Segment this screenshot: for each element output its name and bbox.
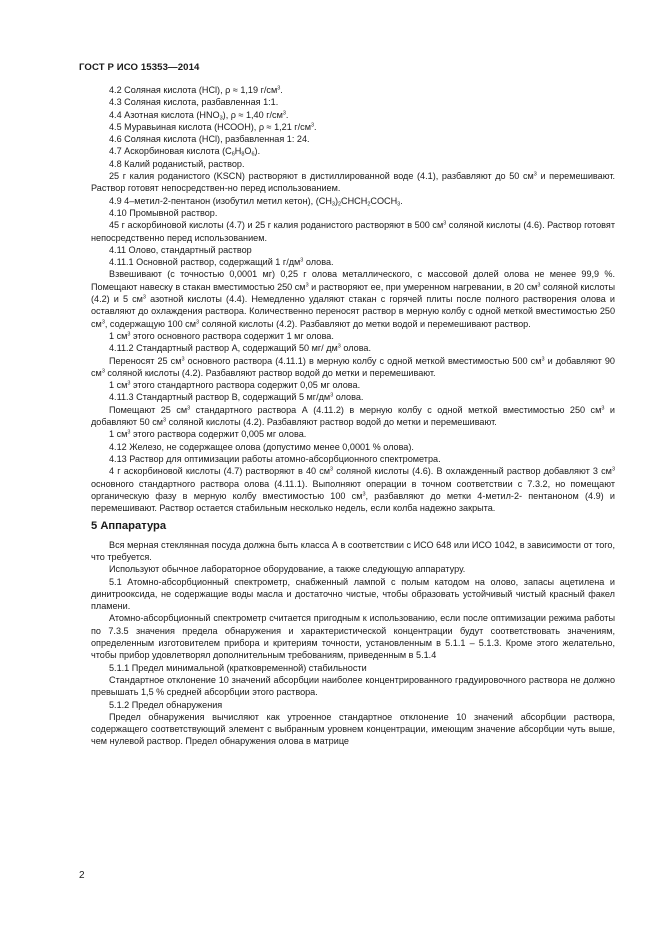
paragraph-4-9: 4.9 4–метил-2-пентанон (изобутил метил кетон), $(CH_3)_2CHCH_2COCH_3$. <box>109 195 403 208</box>
paragraph-4-8: 4.8 Калий роданистый, раствор. <box>109 158 245 169</box>
paragraph-4-11-1: 4.11.1 Основной раствор, содержащий 1 $г/дм^3$ олова. <box>109 257 334 268</box>
paragraph-4-10: 4.10 Промывной раствор. <box>109 207 218 218</box>
paragraph-4-4: 4.4 Азотная кислота $(HNO_3)$, ρ ≈ 1,40 $г/см^3$. <box>109 109 289 122</box>
paragraph-5-1-2-text: Предел обнаружения вычисляют как утроенное стандартное отклонение 10 значений абсорбции раствора, содержащего соответствующий элемент с выбранным уровнем концентрации, имеющим значение абсорбции чуть выше, чем нулевой раствор. Предел обнаружения олова в матрице <box>91 711 615 747</box>
section-5-title: 5 Аппаратура <box>91 520 167 533</box>
document-header: ГОСТ Р ИСО 15353—2014 <box>79 62 200 73</box>
paragraph-5-1-1: 5.1.1 Предел минимальной (кратковременной) стабильности <box>109 662 367 673</box>
paragraph-5-1: 5.1 Атомно-абсорбционный спектрометр, снабженный лампой с полым катодом на олово, запасы ацетилена и динитрооксида, не содержащие воды масла и достаточно чистые, чтобы образовать устойчивый чистый красный факел пламени. <box>91 576 615 612</box>
paragraph-4-7: 4.7 Аскорбиновая кислота $(С_6Н_8О_6)$. <box>109 146 261 158</box>
paragraph-5-1-suitability: Атомно-абсорбционный спектрометр считается пригодным к использованию, если после оптимизации режима работы по 7.3.5 значения предела обнаружения и характеристической концентрации будут соответствовать значениям, определенным изготовителем прибора и критериям точности, установленным в 5.1.1 – 5.1.3. Кроме этого желательно, чтобы прибор удовлетворял дополнительным требованиям, приведенным в 5.1.4 <box>91 613 615 661</box>
paragraph-4-3: 4.3 Соляная кислота, разбавленная 1:1. <box>109 97 279 108</box>
page-number: 2 <box>79 870 85 881</box>
paragraph-4-11-1-text: Взвешивают (с точностью 0,0001 мг) 0,25 г олова металлического, с массовой долей олова не менее 99,9 %. Помещают навеску в стакан вместимостью 250 $см^3$ и растворяют ее, при умеренном нагревании, в 20 $см^3$ соляной кислоты (4.2) и 5 $см^3$ азотной кислоты (4.4). Немедленно удаляют стакан с горячей плиты после полного растворения олова и оставляют до охлаждения раствора. Количественно переносят раствор в мерную колбу с одной меткой вместимостью 250 $см^3$, содержащую 100 $см^3$ соляной кислоты (4.2). Разбавляют до метки водой и перемешивают раствор. <box>91 269 616 329</box>
paragraph-4-11-2: 4.11.2 Стандартный раствор А, содержащий 50 мг/ $дм^3$ олова. <box>109 343 372 354</box>
paragraph-4-8-text: 25 г калия роданистого (KSCN) растворяют в дистиллированной воде (4.1), разбавляют до 50 $см^3$ и перемешивают. Раствор готовят непосредствен-но перед использованием. <box>91 171 616 194</box>
paragraph-4-11-3-concentration: 1 $см^3$ этого раствора содержит 0,005 мг олова. <box>109 429 307 440</box>
paragraph-5-intro: Вся мерная стеклянная посуда должна быть класса А в соответствии с ИСО 648 или ИСО 1042, в зависимости от того, что требуется. <box>91 539 615 562</box>
paragraph-4-6: 4.6 Соляная кислота (HCl), разбавленная 1: 24. <box>109 134 310 145</box>
paragraph-4-11-2-text: Переносят 25 $см^3$ основного раствора (4.11.1) в мерную колбу с одной меткой вместимостью 500 $см^3$ и добавляют 90 $см^3$ соляной кислоты (4.2). Разбавляют раствор водой до метки и перемешивают. <box>91 355 615 378</box>
paragraph-4-12: 4.12 Железо, не содержащее олова (допустимо менее 0,0001 % олова). <box>109 441 414 452</box>
paragraph-4-11-1-concentration: 1 $см^3$ этого основного раствора содержит 1 мг олова. <box>109 330 334 341</box>
paragraph-5-equipment: Используют обычное лабораторное оборудование, а также следующую аппаратуру. <box>109 564 466 575</box>
paragraph-4-11-2-concentration: 1 $см^3$ этого стандартного раствора содержит 0,05 мг олова. <box>109 380 361 391</box>
paragraph-4-13: 4.13 Раствор для оптимизации работы атомно-абсорбционного спектрометра. <box>109 453 441 464</box>
paragraph-4-11-3-text: Помещают 25 $см^3$ стандартного раствора А (4.11.2) в мерную колбу с одной меткой вместимостью 250 $см^3$ и добавляют 50 $см^3$ соляной кислоты (4.2). Разбавляют раствор водой до метки и перемешивают. <box>91 404 615 428</box>
paragraph-4-5: 4.5 Муравьиная кислота (НСООН), ρ ≈ 1,21 $г/см^3$. <box>109 121 317 132</box>
paragraph-4-11: 4.11 Олово, стандартный раствор <box>109 244 252 255</box>
document-body <box>91 84 615 748</box>
paragraph-4-13-text: 4 г аскорбиновой кислоты (4.7) растворяют в 40 $см^3$ соляной кислоты (4.6). В охлажденный раствор добавляют 3 $см^3$ основного стандартного раствора олова (4.11.1). Выполняют операции в точном соответствии с 7.3.2, но помещают органическую фазу в мерную колбу вместимостью 100 $см^3$, разбавляют до метки 4-метил-2- пентаноном (4.9) и перемешивают. Раствор остается стабильным несколько недель, если колба надежно закрыта. <box>91 466 615 514</box>
paragraph-5-1-2: 5.1.2 Предел обнаружения <box>109 699 223 710</box>
paragraph-5-1-1-text: Стандартное отклонение 10 значений абсорбции наиболее концентрированного градуировочного раствора не должно превышать 1,5 % средней абсорбции этого раствора. <box>91 674 615 698</box>
paragraph-4-2: 4.2 Соляная кислота (HCl), ρ ≈ 1,19 $г/см^3$. <box>109 85 283 95</box>
paragraph-4-11-3: 4.11.3 Стандартный раствор В, содержащий 5 $мг/дм^3$ олова. <box>109 392 364 403</box>
paragraph-4-10-text: 45 г аскорбиновой кислоты (4.7) и 25 г калия роданистого растворяют в 500 $см^3$ соляной кислоты (4.6). Раствор готовят непосредственно перед использованием. <box>91 220 615 243</box>
